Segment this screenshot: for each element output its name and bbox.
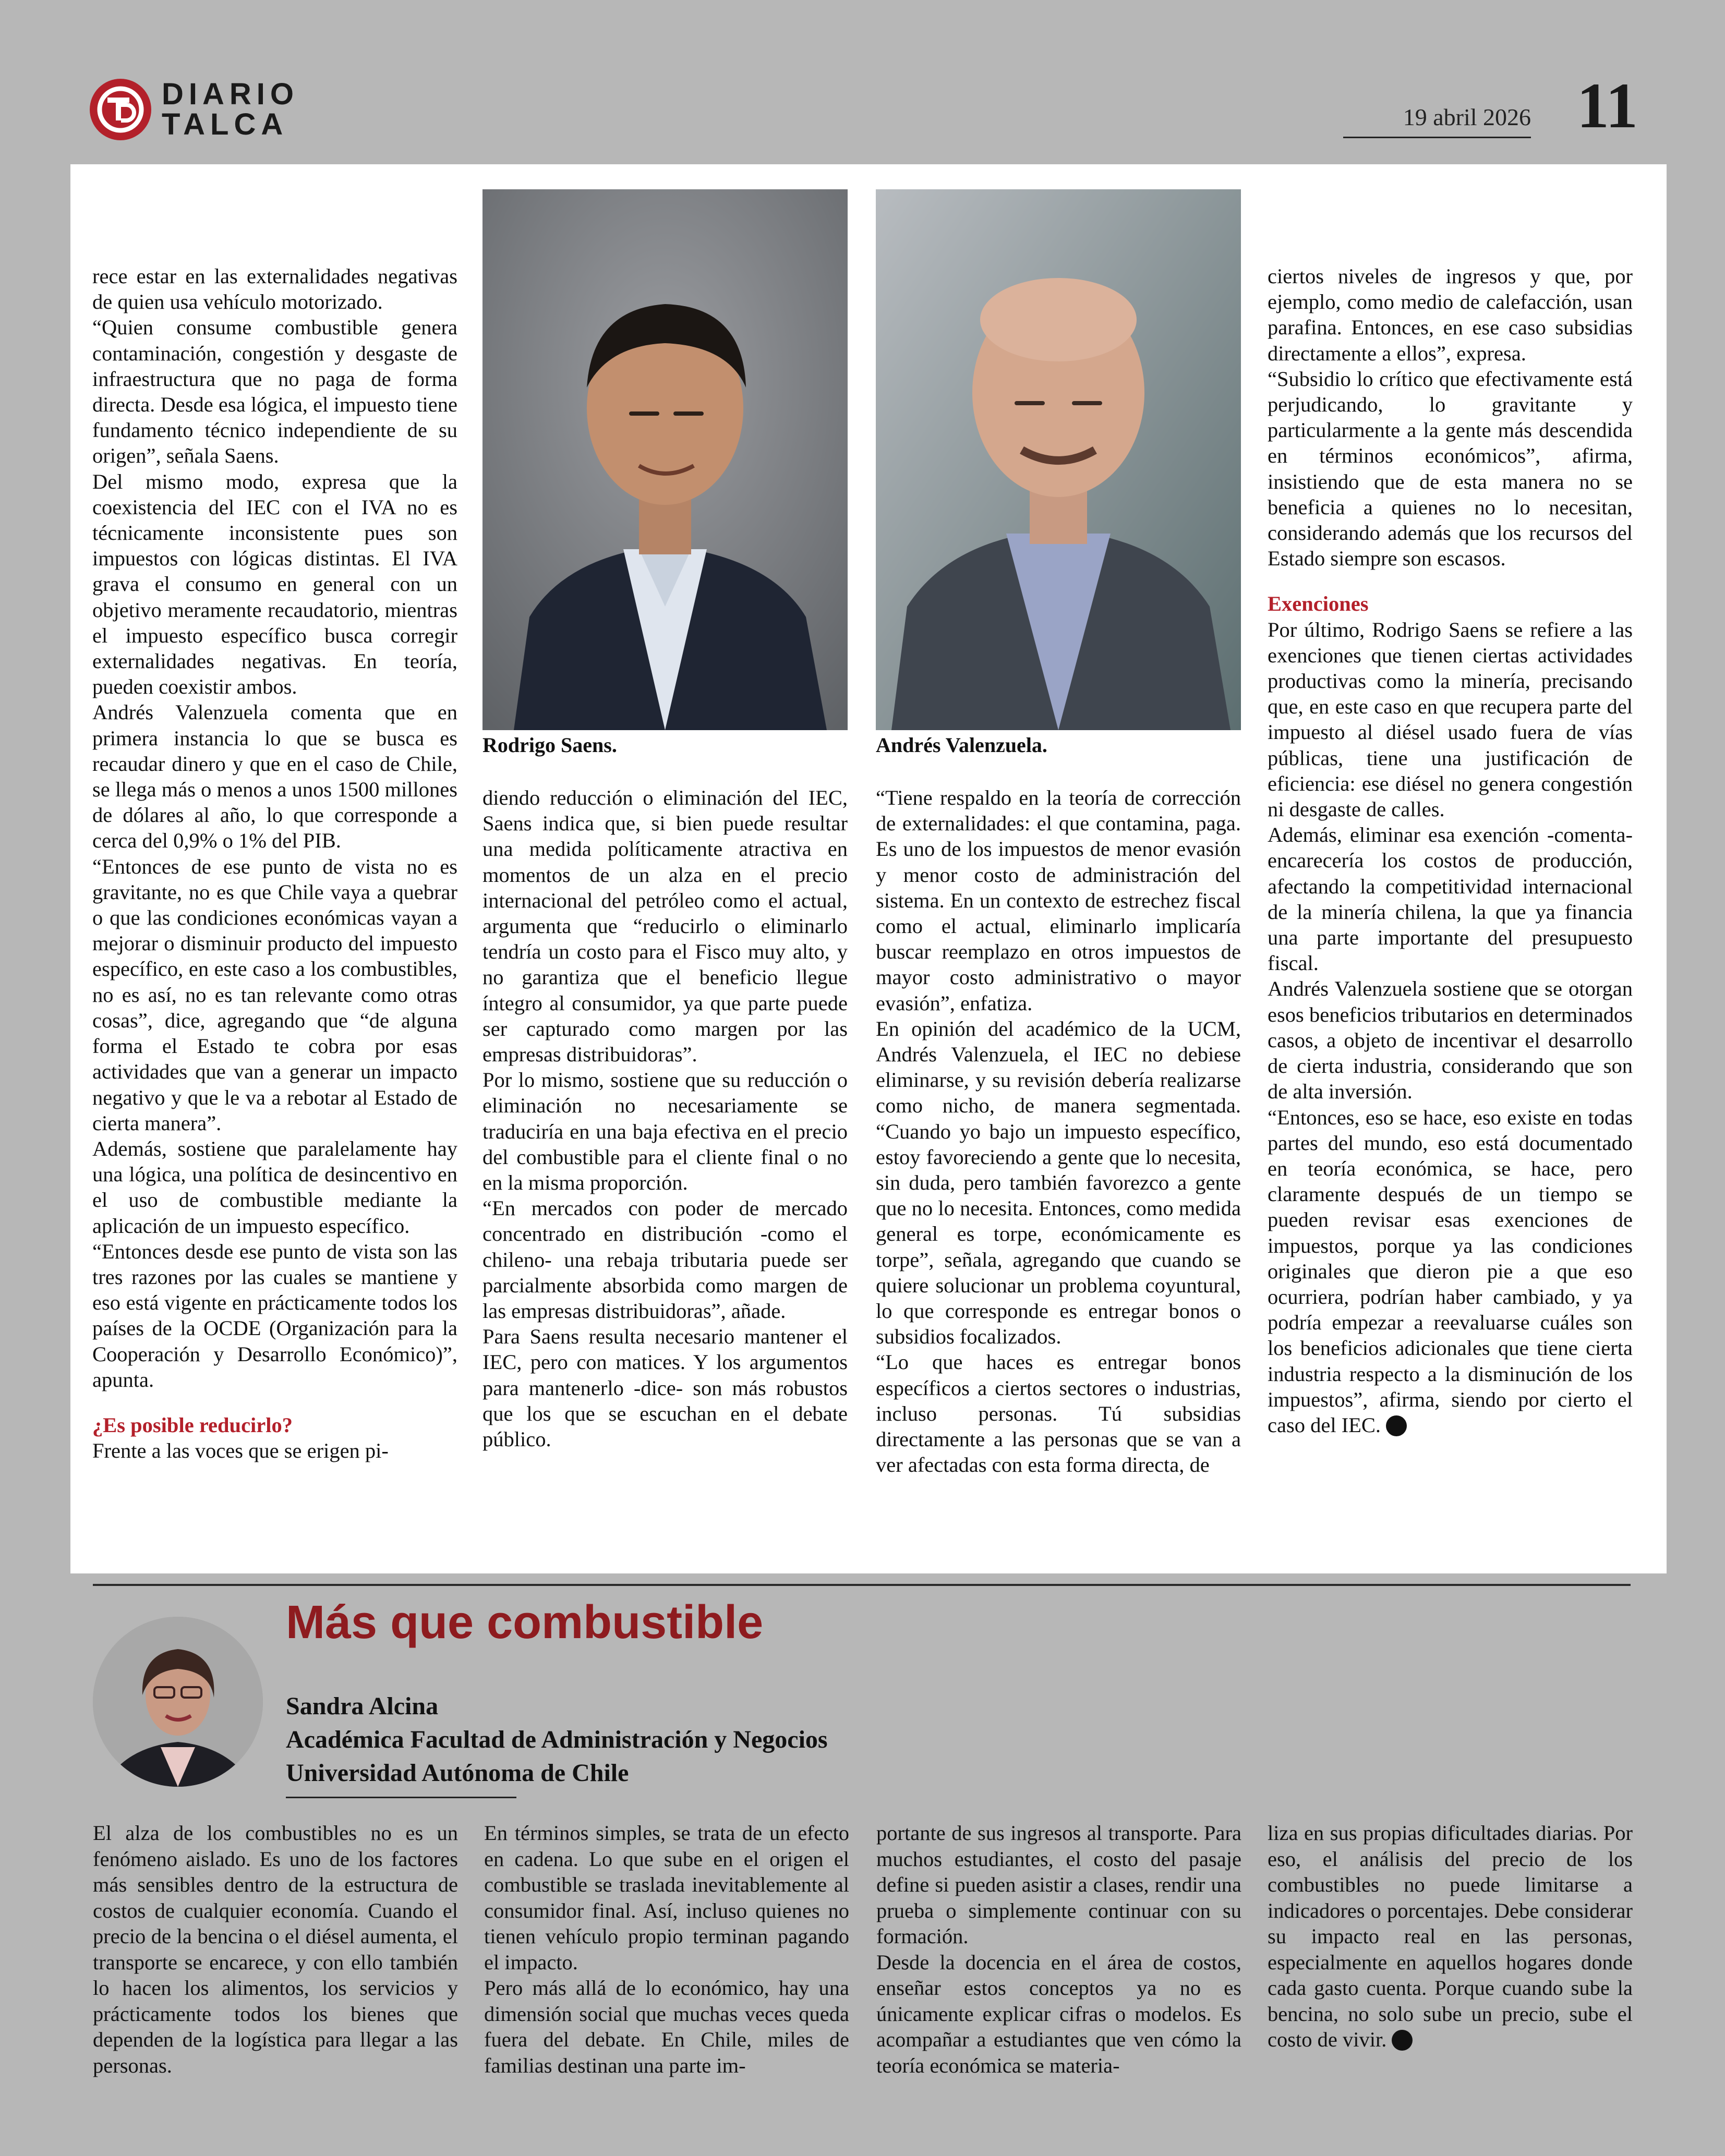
article-column-2 <box>482 785 848 1452</box>
paragraph: Desde la docencia en el área de costos, enseñar estos conceptos ya no es únicamente explicar cifras o modelos. Es acompañar a estudiantes que ven cómo la teoría económica se materia- <box>876 1950 1241 2077</box>
logo-emblem-icon <box>90 79 151 140</box>
photo-caption: Rodrigo Saens. <box>482 733 617 757</box>
paragraph: Frente a las voces que se erigen pi- <box>92 1439 389 1463</box>
subheading-exenciones: Exenciones <box>1268 592 1369 616</box>
diario-talca-logo[interactable] <box>90 78 298 141</box>
paragraph: En opinión del académico de la UCM, Andrés Valenzuela, el IEC no debiese eliminarse, y su revisión debería realizarse como nicho, de manera segmentada. “Cuando yo bajo un impuesto específico, estoy favoreciendo a gente que lo necesita, sin duda, pero también favorezco a gente que no lo necesita. Entonces, como medida general es torpe, económicamente es torpe”, señala, agregando que cuando se quiere solucionar un problema coyuntural, lo que corresponde es entregar bonos o subsidios focalizados. <box>876 1016 1241 1349</box>
logo-text-line2: TALCA <box>162 107 288 141</box>
paragraph: ciertos niveles de ingresos y que, por ejemplo, como medio de calefacción, usan parafina. Entonces, en ese caso subsidias directamente a ellos”, expresa. <box>1268 264 1633 365</box>
paragraph: Andrés Valenzuela sostiene que se otorgan esos beneficios tributarios en determinados casos, a objeto de incentivar el desarrollo de cierta industria, considerando que son de alta inversión. <box>1268 977 1633 1104</box>
logo-text-line1: DIARIO <box>162 77 299 111</box>
photo-andres-valenzuela <box>876 189 1241 730</box>
paragraph: “Entonces de ese punto de vista no es gravitante, no es que Chile vaya a quebrar o que las condiciones económicas vayan a mejorar o disminuir producto del impuesto específico, en este caso a los combustibles, no es así, no es tan relevante como otras cosas”, dice, agregando que “de alguna forma el Estado te cobra por esas actividades que van a generar un impacto negativo y que le va a rebotar al Estado de cierta manera”. <box>92 854 457 1135</box>
date-underline <box>1343 137 1531 138</box>
opinion-column-4 <box>1268 1820 1633 2053</box>
article-panel <box>70 164 1667 1573</box>
opinion-column-3 <box>876 1820 1241 2078</box>
paragraph: portante de sus ingresos al transporte. Para muchos estudiantes, el costo del pasaje define si pueden asistir a clases, rendir una prueba o simplemente continuar con su formación. <box>876 1821 1241 1948</box>
opinion-column-1 <box>93 1820 458 2078</box>
paragraph: Además, eliminar esa exención -comenta- encarecería los costos de producción, afectando la competitividad internacional de la minería chilena, la que ya financia una parte importante del presupuesto fiscal. <box>1268 823 1633 975</box>
paragraph: Andrés Valenzuela comenta que en primera instancia lo que se busca es recaudar dinero y que en el caso de Chile, se llega más o menos a unos 1500 millones de dólares al año, lo que corresponde a cerca del 0,9% o 1% del PIB. <box>92 700 457 853</box>
paragraph: “Tiene respaldo en la teoría de corrección de externalidades: el que contamina, paga. Es uno de los impuestos de menor evasión y menor costo de administración del sistema. En un contexto de estrechez fiscal como el actual, eliminarlo implicaría buscar reemplazo en otros impuestos de mayor costo administrativo o mayor evasión”, enfatiza. <box>876 786 1241 1015</box>
paragraph: En términos simples, se trata de un efecto en cadena. Lo que sube en el origen el combustible se traslada inevitablemente al consumidor final. Así, incluso quienes no tienen vehículo propio terminan pagando el impacto. <box>484 1821 849 1974</box>
article-column-4 <box>1268 263 1633 1438</box>
paragraph: “Subsidio lo crítico que efectivamente está perjudicando, lo gravitante y particularmente a la gente más descendida en términos económicos”, afirma, insistiendo que de esta manera no se beneficia a quienes no lo necesitan, considerando además que los recursos del Estado siempre son escasos. <box>1268 367 1633 571</box>
author-name: Sandra Alcina <box>286 1692 439 1720</box>
opinion-column-2 <box>484 1820 849 2078</box>
paragraph: Del mismo modo, expresa que la coexistencia del IEC con el IVA no es técnicamente inconsistente pues son impuestos con lógicas distintas. El IVA grava el consumo en general con un objetivo meramente recaudatorio, mientras el impuesto específico busca corregir externalidades negativas. En teoría, pueden coexistir ambos. <box>92 469 457 699</box>
paragraph <box>1268 1105 1633 1438</box>
paragraph: El alza de los combustibles no es un fenómeno aislado. Es uno de los factores más sensibles dentro de la estructura de costos de cualquier economía. Cuando el precio de la bencina o el diésel aumenta, el transporte se encarece, y con ello también lo hacen los alimentos, los servicios y prácticamente todos los bienes que dependen de la logística para llegar a las personas. <box>93 1821 458 2077</box>
paragraph: Además, sostiene que paralelamente hay una lógica, una política de desincentivo en el uso de combustible mediante la aplicación de un impuesto específico. <box>92 1136 457 1238</box>
end-of-column-icon <box>1392 2030 1413 2051</box>
paragraph: rece estar en las externalidades negativas de quien usa vehículo motorizado. <box>92 264 457 314</box>
photo-caption: Andrés Valenzuela. <box>876 733 1047 757</box>
paragraph: Para Saens resulta necesario mantener el IEC, pero con matices. Y los argumentos para mantenerlo -dice- son más robustos que los que se escuchan en el debate público. <box>482 1325 848 1451</box>
article-column-3 <box>876 785 1241 1477</box>
subheading-reducirlo: ¿Es posible reducirlo? <box>92 1413 293 1437</box>
end-of-article-icon <box>1386 1415 1407 1436</box>
paragraph-text: “Entonces, eso se hace, eso existe en todas partes del mundo, eso está documentado en teoría económica, se hace, pero claramente después de un tiempo se pueden revisar esas exenciones de impuestos, porque ya las condiciones originales que dieron pie a que eso ocurriera, podrían haber cambiado, y ya podría empezar a reevaluarse cuáles son los beneficios adicionales que tiene cierta industria respecto a la disminución de los impuestos”, afirma, siendo por cierto el caso del IEC. <box>1268 1105 1633 1437</box>
photo-rodrigo-saens <box>482 189 848 730</box>
paragraph: “En mercados con poder de mercado concentrado en distribución -como el chileno- una rebaja tributaria puede ser parcialmente absorbida como margen de las empresas distribuidoras”, añade. <box>482 1196 848 1323</box>
paragraph: “Lo que haces es entregar bonos específicos a ciertos sectores o industrias, incluso personas. Tú subsidias directamente a las personas que se van a ver afectadas con esta forma directa, de <box>876 1350 1241 1477</box>
issue-date: 19 abril 2026 <box>1403 104 1531 130</box>
section-divider <box>93 1584 1631 1586</box>
paragraph-text: liza en sus propias dificultades diarias. Por eso, el análisis del precio de los combustibles no puede limitarse a indicadores o porcentajes. Debe considerar su impacto real en las personas, especialmente en aquellos hogares donde cada gasto cuenta. Porque cuando sube la bencina, no solo sube un precio, sube el costo de vivir. <box>1268 1821 1633 2051</box>
paragraph <box>1268 1820 1633 2053</box>
author-avatar <box>93 1617 263 1787</box>
paragraph: diendo reducción o eliminación del IEC, Saens indica que, si bien puede resultar una medida políticamente atractiva en momentos de un alza en el precio internacional del petróleo como el actual, argumenta que “reducirlo o eliminarlo tendría un costo para el Fisco muy alto, y no garantiza que el beneficio llegue íntegro al consumidor, ya que parte puede ser capturado como margen por las empresas distribuidoras”. <box>482 786 848 1067</box>
article-column-1 <box>92 263 457 1463</box>
author-role: Académica Facultad de Administración y Negocios <box>286 1726 828 1753</box>
paragraph: Pero más allá de lo económico, hay una dimensión social que muchas veces queda fuera del debate. En Chile, miles de familias destinan una parte im- <box>484 1976 849 2077</box>
paragraph: Por último, Rodrigo Saens se refiere a las exenciones que tienen ciertas actividades productivas como la minería, precisando que, en este caso en que recupera parte del impuesto al diésel usado fuera de vías públicas, tiene una justificación de eficiencia: ese diésel no genera congestión ni desgaste de calles. <box>1268 617 1633 821</box>
paragraph: “Entonces desde ese punto de vista son las tres razones por las cuales se mantiene y eso está vigente en prácticamente todos los países de la OCDE (Organización para la Cooperación y Desarrollo Económico)”, apunta. <box>92 1239 457 1391</box>
paragraph: “Quien consume combustible genera contaminación, congestión y desgaste de infraestructura que no paga de forma directa. Desde esa lógica, el impuesto tiene fundamento técnico independiente de su origen”, señala Saens. <box>92 316 457 468</box>
author-underline <box>286 1797 516 1798</box>
opinion-title: Más que combustible <box>286 1596 764 1649</box>
page-number: 11 <box>1576 70 1638 141</box>
author-university: Universidad Autónoma de Chile <box>286 1759 629 1787</box>
paragraph: Por lo mismo, sostiene que su reducción o eliminación no necesariamente se traduciría en una baja efectiva en el precio del combustible para el cliente final o no en la misma proporción. <box>482 1068 848 1195</box>
author-block <box>286 1690 828 1790</box>
